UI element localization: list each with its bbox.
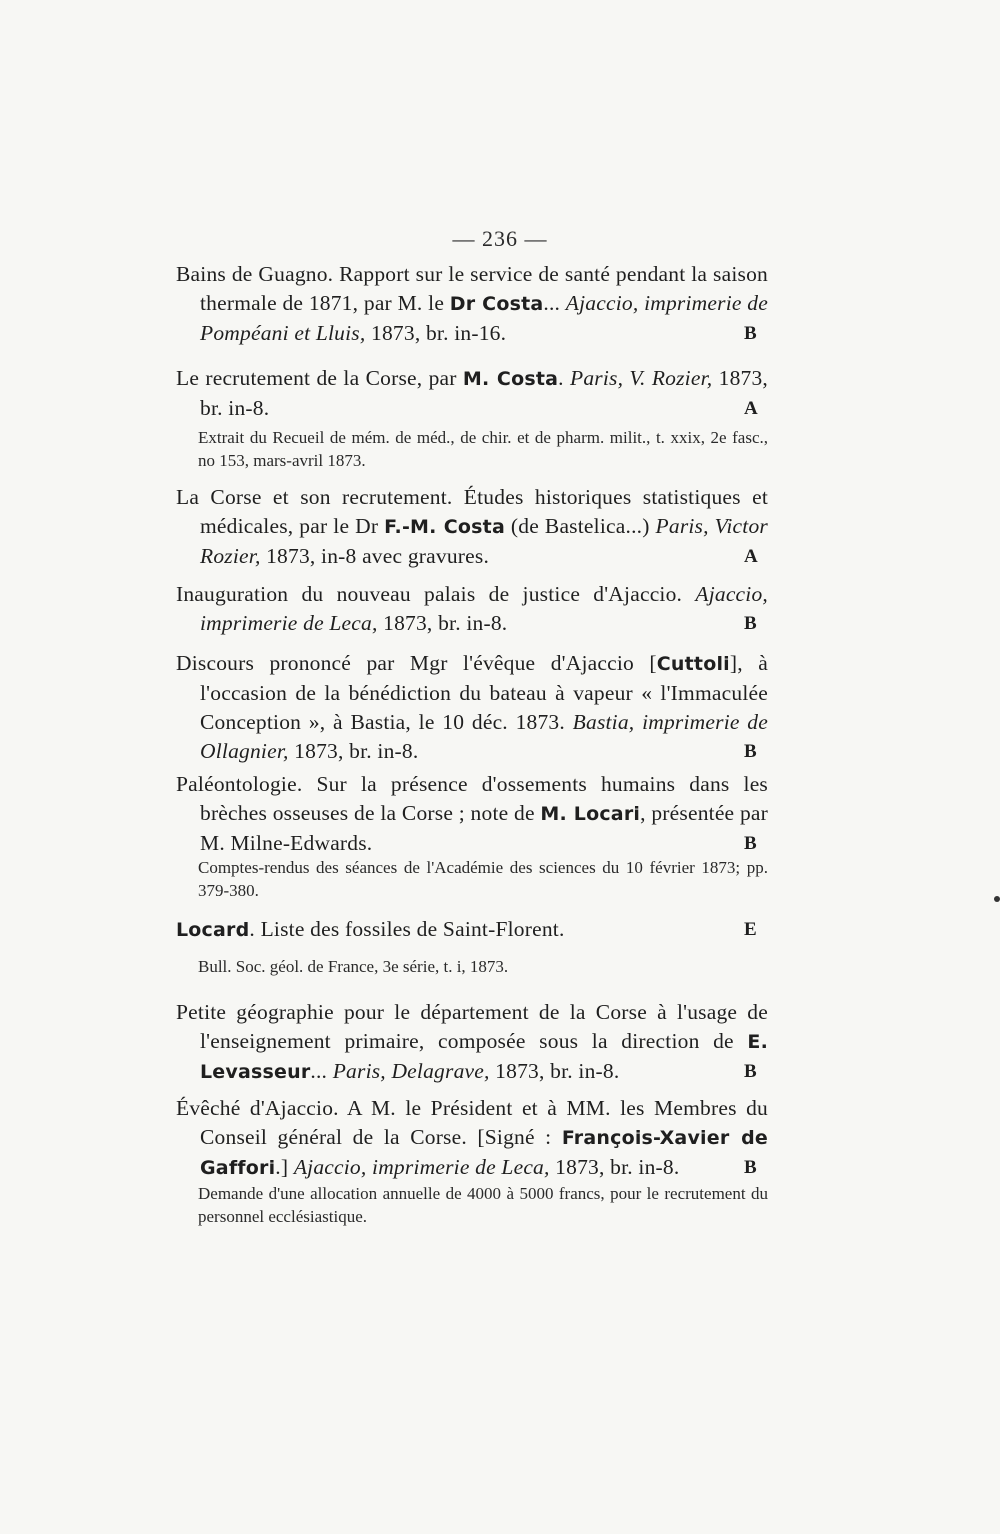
entry-text: ], à l'occasion de la bénédiction du bateau à vapeur « l'Immaculée Conception », à Bastia, le 10 déc. 1873.: [200, 651, 768, 734]
entry-author: Cuttoli: [656, 653, 730, 675]
entry-text: Le recrutement de la Corse, par: [176, 366, 463, 390]
entry-text: .]: [275, 1155, 294, 1179]
entry-text: Paléontologie. Sur la présence d'ossements humains dans les brèches osseuses de la Corse ; note de: [176, 772, 768, 825]
entry-publisher: Ajaccio, imprimerie de Leca,: [293, 1155, 550, 1179]
entry-text: Bains de Guagno. Rapport sur le service de santé pendant la saison thermale de 1871, par M. le: [176, 262, 768, 315]
entry-text: .: [558, 366, 570, 390]
note-text: Comptes-rendus des séances de l'Académie des sciences du 10 février 1873; pp. 379-380.: [198, 858, 768, 900]
note-comptes-rendus: [198, 856, 768, 902]
entry-discours: Discours prononcé par Mgr l'évêque d'Ajaccio [Cuttoli], à l'occasion de la bénédiction du bateau à vapeur « l'Immaculée Conception », à Bastia, le 10 déc. 1873. Bastia, imprimerie de Ollagnier, 1873, br. in-8. B: [176, 651, 768, 763]
note-bull-soc-geol: [198, 955, 768, 978]
entry-publisher: Paris, Victor Rozier,: [200, 514, 768, 568]
entry-publisher: Paris, V. Rozier,: [570, 366, 713, 390]
note-demande-allocation: [198, 1182, 768, 1228]
entry-text: Discours prononcé par Mgr l'évêque d'Ajaccio [: [176, 651, 657, 675]
entry-text: La Corse et son recrutement. Études historiques statistiques et médicales, par le Dr: [176, 485, 768, 538]
page-number: — 236 —: [452, 226, 548, 251]
entry-text: . Liste des fossiles de Saint-Florent.: [249, 917, 565, 941]
entry-format: 1873, br. in-8.: [549, 1155, 680, 1179]
entry-author: F.-M. Costa: [384, 516, 505, 538]
entry-publisher: Ajaccio, imprimerie de Leca,: [200, 582, 768, 635]
entry-format: 1873, br. in-8.: [200, 366, 768, 420]
entry-inauguration-palais: Inauguration du nouveau palais de justice d'Ajaccio. Ajaccio, imprimerie de Leca, 1873, br. in-8. B: [176, 582, 768, 635]
note-text: Bull. Soc. géol. de France, 3e série, t. i, 1873.: [198, 957, 509, 976]
entry-format: 1873, br. in-16.: [365, 321, 507, 345]
entry-format: 1873, br. in-8.: [288, 739, 419, 763]
entry-text: , présentée par M. Milne-Edwards.: [200, 801, 769, 855]
entry-author: M. Costa: [462, 368, 559, 390]
entry-author: M. Locari: [540, 803, 641, 825]
entry-author: Dr Costa: [449, 293, 544, 315]
entry-format: 1873, in-8 avec gravures.: [260, 544, 490, 568]
entry-publisher: Paris, Delagrave,: [332, 1059, 490, 1083]
entry-corse-recrutement: La Corse et son recrutement. Études historiques statistiques et médicales, par le Dr F.-M. Costa (de Bastelica...) Paris, Victor Rozier, 1873, in-8 avec gravures. A: [176, 485, 768, 568]
entry-text: ...: [543, 291, 566, 315]
entry-text: Petite géographie pour le département de la Corse à l'usage de l'enseignement primaire, composée sous la direction de: [176, 1000, 768, 1053]
entry-author: Locard: [176, 919, 250, 941]
entry-text: ...: [310, 1059, 333, 1083]
entry-bains-de-guagno: Bains de Guagno. Rapport sur le service de santé pendant la saison thermale de 1871, par M. le Dr Costa... Ajaccio, imprimerie de Pompéani et Lluis, 1873, br. in-16. B: [176, 262, 768, 345]
entry-publisher: Bastia, imprimerie de Ollagnier,: [200, 710, 768, 763]
entry-locard: Locard. Liste des fossiles de Saint-Florent. E: [176, 917, 757, 941]
entry-paleontologie: Paléontologie. Sur la présence d'ossements humains dans les brèches osseuses de la Corse ; note de M. Locari, présentée par M. Milne-Edwards. B: [176, 772, 769, 855]
entry-eveche-ajaccio: Évêché d'Ajaccio. A M. le Président et à MM. les Membres du Conseil général de la Corse. [Signé : François-Xavier de Gaffori.] Ajaccio, imprimerie de Leca, 1873, br. in-8. B: [176, 1096, 768, 1179]
entry-author: François-Xavier de Gaffori: [200, 1127, 768, 1179]
entry-format: 1873, br. in-8.: [377, 611, 508, 635]
note-text: Extrait du Recueil de mém. de méd., de chir. et de pharm. milit., t. xxix, 2e fasc., no 153, mars-avril 1873.: [198, 428, 768, 470]
note-extrait-recueil: [198, 426, 768, 472]
entry-author: E. Levasseur: [200, 1031, 768, 1083]
entry-text: Évêché d'Ajaccio. A M. le Président et à MM. les Membres du Conseil général de la Corse. [Signé :: [176, 1096, 768, 1149]
note-text: Demande d'une allocation annuelle de 4000 à 5000 francs, pour le recrutement du personnel ecclésiastique.: [198, 1184, 768, 1226]
entry-text: (de Bastelica...): [504, 514, 656, 538]
entry-petite-geographie: Petite géographie pour le département de la Corse à l'usage de l'enseignement primaire, composée sous la direction de E. Levasseur... Paris, Delagrave, 1873, br. in-8. B: [176, 1000, 768, 1083]
entry-publisher: Ajaccio, imprimerie de Pompéani et Lluis,: [200, 291, 768, 345]
entry-recrutement-corse: Le recrutement de la Corse, par M. Costa. Paris, V. Rozier, 1873, br. in-8. A: [176, 366, 768, 420]
scan-speck: [994, 896, 1000, 902]
entry-text: Inauguration du nouveau palais de justice d'Ajaccio.: [176, 582, 696, 606]
entry-format: 1873, br. in-8.: [489, 1059, 620, 1083]
